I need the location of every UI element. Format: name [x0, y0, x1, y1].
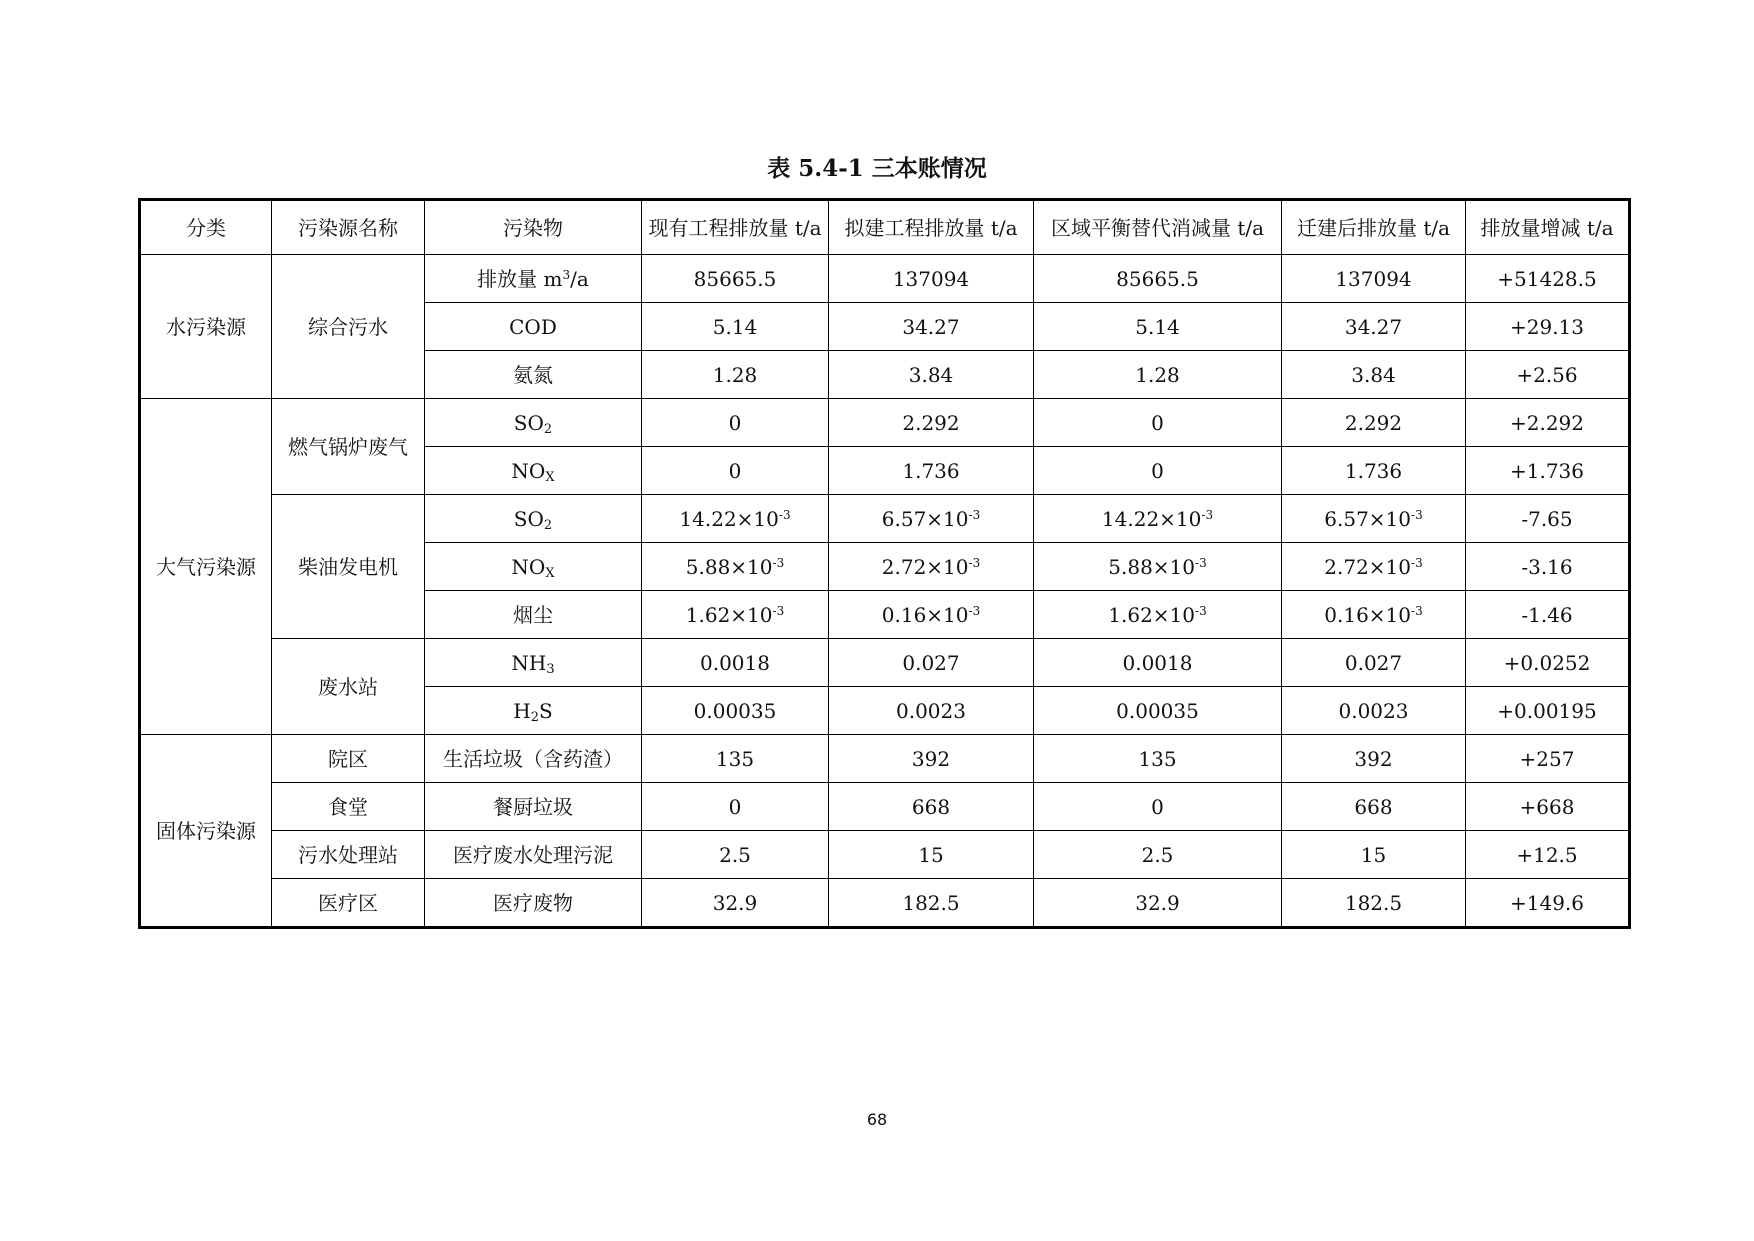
table-row	[140, 735, 1630, 783]
offset-cell: $14.22\times 10^{-3}$	[1034, 495, 1282, 543]
pollutant-cell: $NH_3$	[425, 639, 642, 687]
after-cell: 0.0023	[1282, 687, 1466, 735]
pollutant-cell: $SO_2$	[425, 495, 642, 543]
emission-ledger-table	[138, 198, 1631, 929]
change-cell: +149.6	[1466, 879, 1630, 928]
category-cell: 水污染源	[140, 255, 272, 399]
source-cell: 食堂	[272, 783, 425, 831]
proposed-cell: 34.27	[829, 303, 1034, 351]
pollutant-cell: $NO_X$	[425, 543, 642, 591]
offset-cell: 0	[1034, 783, 1282, 831]
offset-cell: $1.62\times 10^{-3}$	[1034, 591, 1282, 639]
offset-cell: 0.0018	[1034, 639, 1282, 687]
source-cell: 废水站	[272, 639, 425, 735]
pollutant-cell: 医疗废物	[425, 879, 642, 928]
header-change: 排放量增减 t/a	[1466, 200, 1630, 255]
proposed-cell: 668	[829, 783, 1034, 831]
offset-cell: $5.88\times 10^{-3}$	[1034, 543, 1282, 591]
pollutant-cell: 医疗废水处理污泥	[425, 831, 642, 879]
proposed-cell: 2.292	[829, 399, 1034, 447]
header-after-relocation: 迁建后排放量 t/a	[1282, 200, 1466, 255]
proposed-cell: 182.5	[829, 879, 1034, 928]
proposed-cell: 0.027	[829, 639, 1034, 687]
existing-cell: 135	[642, 735, 829, 783]
pollutant-cell: $SO_2$	[425, 399, 642, 447]
header-existing: 现有工程排放量 t/a	[642, 200, 829, 255]
header-category: 分类	[140, 200, 272, 255]
pollutant-cell: $H_2S$	[425, 687, 642, 735]
proposed-cell: 392	[829, 735, 1034, 783]
category-cell: 固体污染源	[140, 735, 272, 928]
change-cell: +51428.5	[1466, 255, 1630, 303]
change-cell: +12.5	[1466, 831, 1630, 879]
existing-cell: $5.88\times 10^{-3}$	[642, 543, 829, 591]
page-number: 68	[866, 1110, 888, 1129]
change-cell: +2.56	[1466, 351, 1630, 399]
change-cell: +257	[1466, 735, 1630, 783]
change-cell: -7.65	[1466, 495, 1630, 543]
table-row	[140, 255, 1630, 303]
existing-cell: 0	[642, 783, 829, 831]
change-cell: +0.00195	[1466, 687, 1630, 735]
change-cell: +2.292	[1466, 399, 1630, 447]
category-cell: 大气污染源	[140, 399, 272, 735]
after-cell: 137094	[1282, 255, 1466, 303]
after-cell: 34.27	[1282, 303, 1466, 351]
proposed-cell: 15	[829, 831, 1034, 879]
existing-cell: 0.00035	[642, 687, 829, 735]
after-cell: 392	[1282, 735, 1466, 783]
change-cell: +0.0252	[1466, 639, 1630, 687]
after-cell: 1.736	[1282, 447, 1466, 495]
offset-cell: 5.14	[1034, 303, 1282, 351]
existing-cell: 2.5	[642, 831, 829, 879]
change-cell: +29.13	[1466, 303, 1630, 351]
after-cell: 668	[1282, 783, 1466, 831]
offset-cell: 2.5	[1034, 831, 1282, 879]
existing-cell: 5.14	[642, 303, 829, 351]
existing-cell: $14.22\times 10^{-3}$	[642, 495, 829, 543]
header-regional-offset: 区域平衡替代消减量 t/a	[1034, 200, 1282, 255]
after-cell: $6.57\times 10^{-3}$	[1282, 495, 1466, 543]
existing-cell: 0	[642, 399, 829, 447]
header-source-name: 污染源名称	[272, 200, 425, 255]
after-cell: $2.72\times 10^{-3}$	[1282, 543, 1466, 591]
proposed-cell: 0.0023	[829, 687, 1034, 735]
pollutant-cell: 餐厨垃圾	[425, 783, 642, 831]
after-cell: 2.292	[1282, 399, 1466, 447]
source-cell: 医疗区	[272, 879, 425, 928]
proposed-cell: 3.84	[829, 351, 1034, 399]
pollutant-cell: 氨氮	[425, 351, 642, 399]
source-cell: 柴油发电机	[272, 495, 425, 639]
header-row	[140, 200, 1630, 255]
change-cell: -1.46	[1466, 591, 1630, 639]
proposed-cell: $6.57\times 10^{-3}$	[829, 495, 1034, 543]
after-cell: 182.5	[1282, 879, 1466, 928]
table-row	[140, 399, 1630, 447]
change-cell: +1.736	[1466, 447, 1630, 495]
header-proposed: 拟建工程排放量 t/a	[829, 200, 1034, 255]
pollutant-cell: COD	[425, 303, 642, 351]
existing-cell: 0.0018	[642, 639, 829, 687]
pollutant-cell: 排放量 $m^3/a$	[425, 255, 642, 303]
source-cell: 污水处理站	[272, 831, 425, 879]
offset-cell: 135	[1034, 735, 1282, 783]
after-cell: $0.16\times 10^{-3}$	[1282, 591, 1466, 639]
table-row	[140, 639, 1630, 687]
offset-cell: 32.9	[1034, 879, 1282, 928]
source-cell: 燃气锅炉废气	[272, 399, 425, 495]
offset-cell: 1.28	[1034, 351, 1282, 399]
table-row	[140, 831, 1630, 879]
proposed-cell: 137094	[829, 255, 1034, 303]
table-row	[140, 879, 1630, 928]
offset-cell: 0.00035	[1034, 687, 1282, 735]
pollutant-cell: $NO_X$	[425, 447, 642, 495]
proposed-cell: 1.736	[829, 447, 1034, 495]
proposed-cell: $0.16\times 10^{-3}$	[829, 591, 1034, 639]
existing-cell: 0	[642, 447, 829, 495]
header-pollutant: 污染物	[425, 200, 642, 255]
offset-cell: 0	[1034, 447, 1282, 495]
after-cell: 3.84	[1282, 351, 1466, 399]
after-cell: 0.027	[1282, 639, 1466, 687]
existing-cell: 32.9	[642, 879, 829, 928]
existing-cell: 1.28	[642, 351, 829, 399]
after-cell: 15	[1282, 831, 1466, 879]
existing-cell: 85665.5	[642, 255, 829, 303]
source-cell: 综合污水	[272, 255, 425, 399]
table-title: 表 5.4-1 三本账情况	[767, 155, 987, 182]
pollutant-cell: 烟尘	[425, 591, 642, 639]
source-cell: 院区	[272, 735, 425, 783]
pollutant-cell: 生活垃圾（含药渣）	[425, 735, 642, 783]
table-row	[140, 495, 1630, 543]
change-cell: -3.16	[1466, 543, 1630, 591]
change-cell: +668	[1466, 783, 1630, 831]
proposed-cell: $2.72\times 10^{-3}$	[829, 543, 1034, 591]
table-row	[140, 783, 1630, 831]
offset-cell: 0	[1034, 399, 1282, 447]
existing-cell: $1.62\times 10^{-3}$	[642, 591, 829, 639]
offset-cell: 85665.5	[1034, 255, 1282, 303]
